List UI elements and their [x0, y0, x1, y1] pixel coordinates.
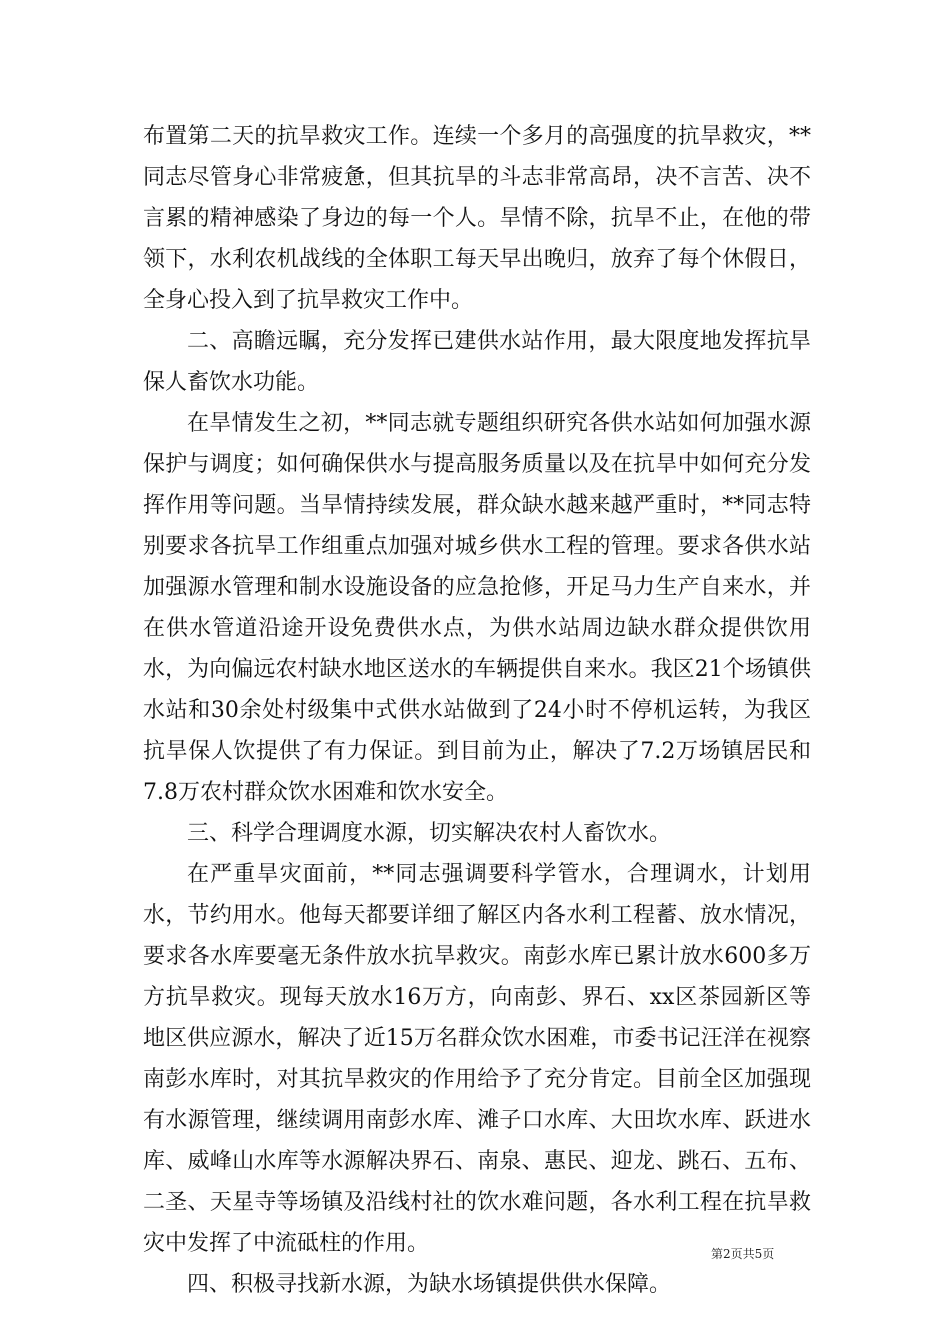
- page-number-footer: 第2页共5页: [711, 1247, 775, 1261]
- paragraph-3: 在旱情发生之初，**同志就专题组织研究各供水站如何加强水源保护与调度；如何确保供水与提高服务质量以及在抗旱中如何充分发挥作用等问题。当旱情持续发展，群众缺水越来越严重时，**同志特别要求各抗旱工作组重点加强对城乡供水工程的管理。要求各供水站加强源水管理和制水设施设备的应急抢修，开足马力生产自来水，并在供水管道沿途开设免费供水点，为供水站周边缺水群众提供饮用水，为向偏远农村缺水地区送水的车辆提供自来水。我区21个场镇供水站和30余处村级集中式供水站做到了24小时不停机运转，为我区抗旱保人饮提供了有力保证。到目前为止，解决了7.2万场镇居民和7.8万农村群众饮水困难和饮水安全。: [143, 411, 811, 805]
- paragraph-5: 在严重旱灾面前，**同志强调要科学管水，合理调水，计划用水，节约用水。他每天都要详细了解区内各水利工程蓄、放水情况，要求各水库要毫无条件放水抗旱救灾。南彭水库已累计放水600多万方抗旱救灾。现每天放水16万方，向南彭、界石、xx区茶园新区等地区供应源水，解决了近15万名群众饮水困难，市委书记汪洋在视察南彭水库时，对其抗旱救灾的作用给予了充分肯定。目前全区加强现有水源管理，继续调用南彭水库、滩子口水库、大田坎水库、跃进水库、威峰山水库等水源解决界石、南泉、惠民、迎龙、跳石、五布、二圣、天星寺等场镇及沿线村社的饮水难问题，各水利工程在抗旱救灾中发挥了中流砥柱的作用。: [143, 862, 811, 1256]
- section-heading-2: 二、高瞻远瞩，充分发挥已建供水站作用，最大限度地发挥抗旱保人畜饮水功能。: [143, 329, 811, 395]
- document-body: [143, 116, 811, 1305]
- section-heading-4: 四、积极寻找新水源，为缺水场镇提供供水保障。: [187, 1272, 672, 1297]
- paragraph-1: 布置第二天的抗旱救灾工作。连续一个多月的高强度的抗旱救灾，**同志尽管身心非常疲惫，但其抗旱的斗志非常高昂，决不言苦、决不言累的精神感染了身边的每一个人。旱情不除，抗旱不止，在他的带领下，水利农机战线的全体职工每天早出晚归，放弃了每个休假日，全身心投入到了抗旱救灾工作中。: [143, 124, 811, 313]
- section-heading-3: 三、科学合理调度水源，切实解决农村人畜饮水。: [187, 821, 672, 846]
